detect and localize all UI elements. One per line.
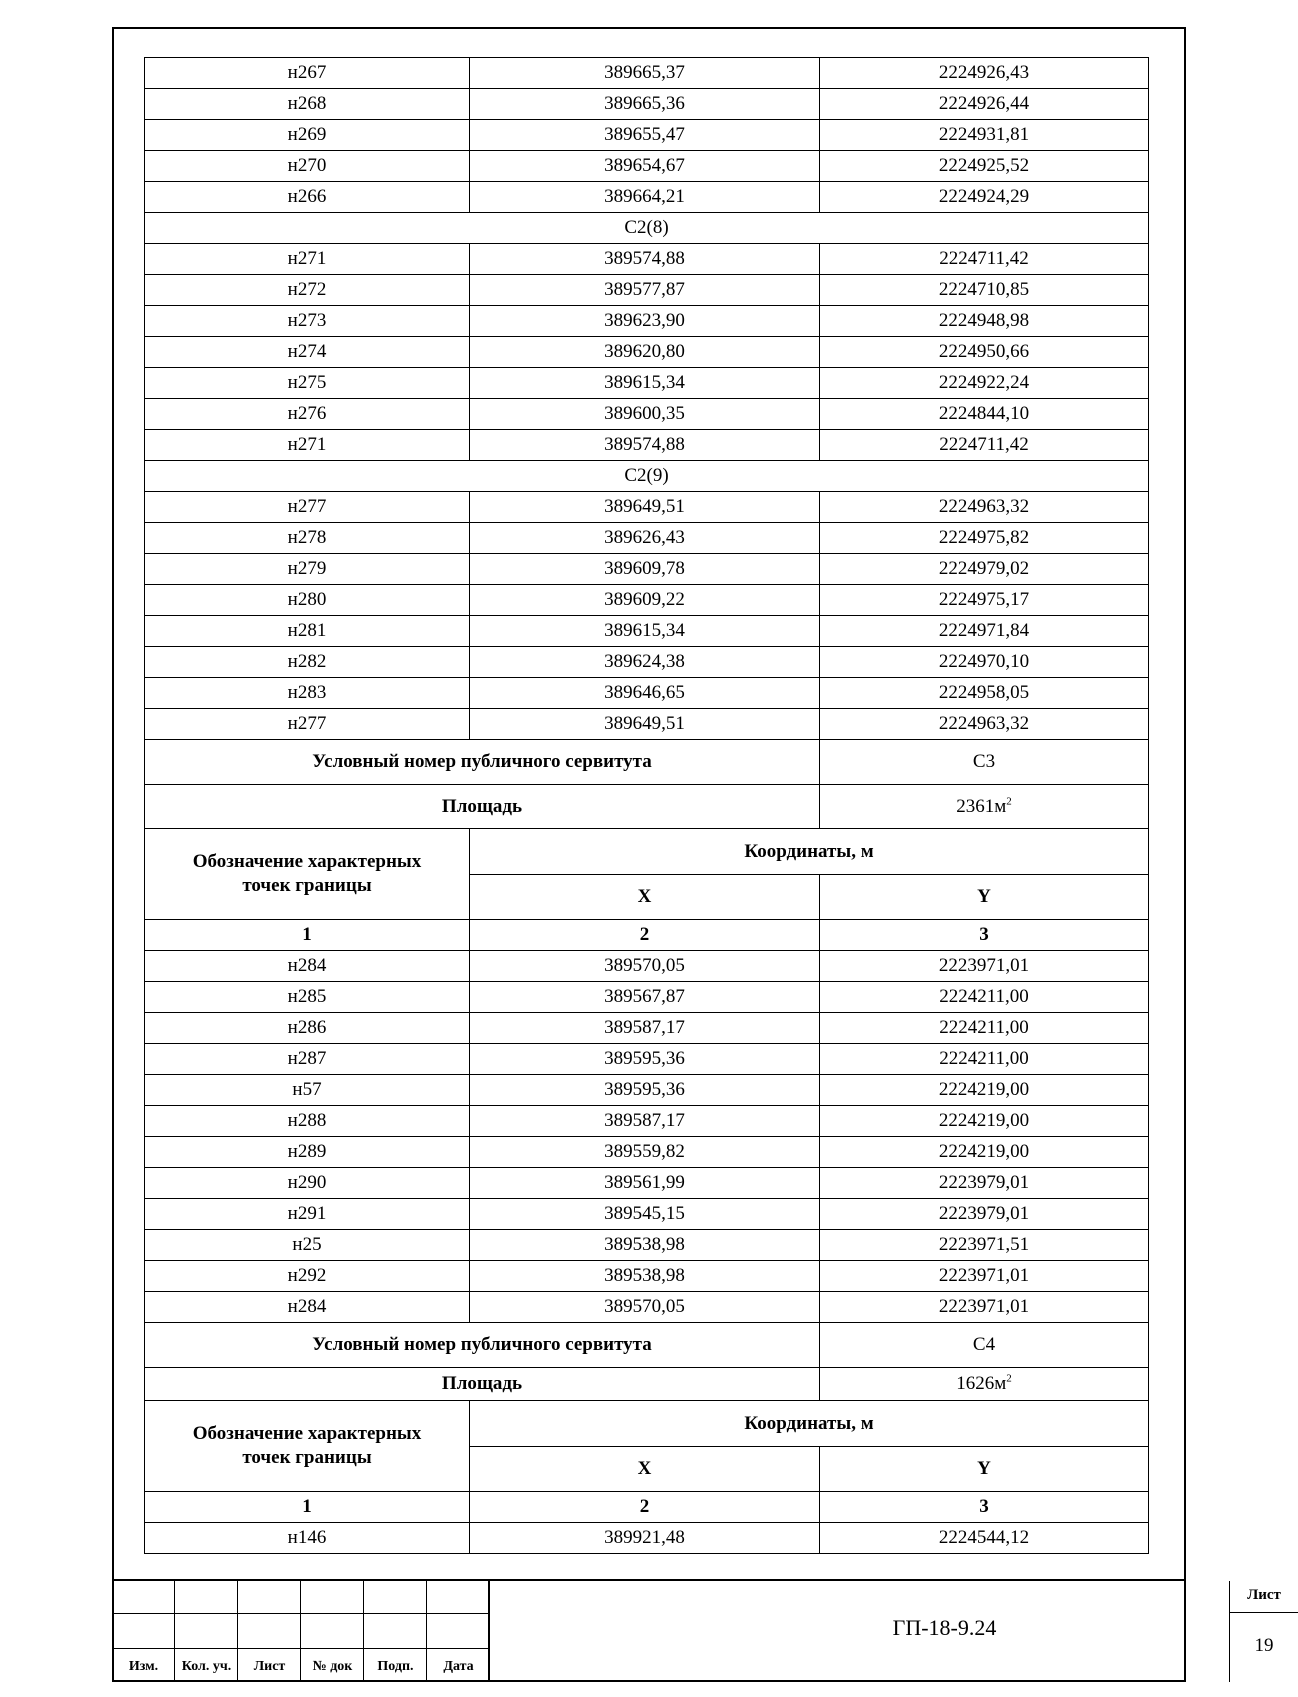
point-name-cell: н267 [145,58,470,89]
table-row [145,1292,1149,1323]
points-header: Обозначение характерных точек границы [145,1401,470,1492]
coordinates-table [144,57,1149,1554]
header-row [145,1401,1149,1447]
table-row [145,982,1149,1013]
y-header: Y [820,875,1149,920]
servitude-number-value: С3 [820,740,1149,785]
point-name-cell: н286 [145,1013,470,1044]
x-coordinate-cell: 389587,17 [470,1106,820,1137]
x-coordinate-cell: 389921,48 [470,1523,820,1554]
point-name-cell: н272 [145,275,470,306]
x-coordinate-cell: 389538,98 [470,1230,820,1261]
stamp-column-label: Дата [443,1659,474,1674]
x-coordinate-cell: 389665,36 [470,89,820,120]
y-coordinate-cell: 2224211,00 [820,982,1149,1013]
servitude-number-value: С4 [820,1323,1149,1368]
stamp-grid-cell [427,1581,490,1614]
stamp-column-label: Кол. уч. [181,1659,232,1674]
y-coordinate-cell: 2224844,10 [820,399,1149,430]
point-name-cell: н57 [145,1075,470,1106]
point-name-cell: н278 [145,523,470,554]
table-row [145,182,1149,213]
x-coordinate-cell: 389665,37 [470,58,820,89]
stamp-grid-cell [301,1581,364,1614]
x-coordinate-cell: 389609,78 [470,554,820,585]
point-name-cell: н269 [145,120,470,151]
servitude-number-row [145,740,1149,785]
coordinates-header: Координаты, м [470,1401,1149,1447]
point-name-cell: н271 [145,244,470,275]
column-number-row [145,1492,1149,1523]
area-row [145,785,1149,829]
table-row [145,709,1149,740]
y-coordinate-cell: 2224544,12 [820,1523,1149,1554]
y-coordinate-cell: 2224211,00 [820,1044,1149,1075]
x-coordinate-cell: 389615,34 [470,368,820,399]
x-coordinate-cell: 389595,36 [470,1075,820,1106]
y-header: Y [820,1447,1149,1492]
header-row [145,829,1149,875]
stamp-grid-cell [301,1614,364,1649]
table-row [145,244,1149,275]
column-number: 2 [470,1492,820,1523]
y-coordinate-cell: 2224975,17 [820,585,1149,616]
point-name-cell: н274 [145,337,470,368]
y-coordinate-cell: 2224963,32 [820,492,1149,523]
sheet-number: 19 [1254,1635,1274,1656]
table-row [145,523,1149,554]
stamp-column-label: Изм. [128,1659,159,1674]
area-label: Площадь [145,1368,820,1401]
column-number: 3 [820,1492,1149,1523]
section-row [145,213,1149,244]
y-coordinate-cell: 2224922,24 [820,368,1149,399]
table-row [145,1523,1149,1554]
stamp-column-label: Подп. [377,1659,414,1674]
point-name-cell: н288 [145,1106,470,1137]
point-name-cell: н282 [145,647,470,678]
table-row [145,492,1149,523]
point-name-cell: н283 [145,678,470,709]
stamp-grid-cell [238,1614,301,1649]
table-row [145,337,1149,368]
y-coordinate-cell: 2224924,29 [820,182,1149,213]
column-number: 3 [820,920,1149,951]
area-unit-exponent: 2 [1006,795,1012,808]
stamp-grid-cell [175,1614,238,1649]
x-coordinate-cell: 389664,21 [470,182,820,213]
y-coordinate-cell: 2224950,66 [820,337,1149,368]
point-name-cell: н280 [145,585,470,616]
table-row [145,678,1149,709]
x-coordinate-cell: 389561,99 [470,1168,820,1199]
coordinates-header: Координаты, м [470,829,1149,875]
table-row [145,1261,1149,1292]
y-coordinate-cell: 2223971,01 [820,1261,1149,1292]
x-coordinate-cell: 389615,34 [470,616,820,647]
y-coordinate-cell: 2223979,01 [820,1168,1149,1199]
y-coordinate-cell: 2223971,01 [820,1292,1149,1323]
x-coordinate-cell: 389600,35 [470,399,820,430]
x-coordinate-cell: 389574,88 [470,430,820,461]
table-row [145,430,1149,461]
section-row [145,461,1149,492]
table-row [145,1137,1149,1168]
point-name-cell: н25 [145,1230,470,1261]
x-coordinate-cell: 389574,88 [470,244,820,275]
table-row [145,58,1149,89]
y-coordinate-cell: 2224970,10 [820,647,1149,678]
point-name-cell: н271 [145,430,470,461]
x-coordinate-cell: 389545,15 [470,1199,820,1230]
stamp-grid-cell [175,1581,238,1614]
y-coordinate-cell: 2223971,01 [820,951,1149,982]
area-unit-exponent: 2 [1006,1372,1012,1385]
table-row [145,554,1149,585]
x-coordinate-cell: 389595,36 [470,1044,820,1075]
points-header: Обозначение характерных точек границы [145,829,470,920]
point-name-cell: н284 [145,1292,470,1323]
column-number: 1 [145,1492,470,1523]
area-value-cell [820,1368,1149,1401]
table-row [145,120,1149,151]
x-coordinate-cell: 389626,43 [470,523,820,554]
table-row [145,399,1149,430]
y-coordinate-cell: 2224926,43 [820,58,1149,89]
stamp-column-label: Лист [253,1659,286,1674]
x-coordinate-cell: 389655,47 [470,120,820,151]
area-value-cell [820,785,1149,829]
point-name-cell: н284 [145,951,470,982]
table-row [145,1168,1149,1199]
y-coordinate-cell: 2224711,42 [820,430,1149,461]
point-name-cell: н279 [145,554,470,585]
point-name-cell: н285 [145,982,470,1013]
y-coordinate-cell: 2224958,05 [820,678,1149,709]
stamp-grid-cell [427,1614,490,1649]
y-coordinate-cell: 2224710,85 [820,275,1149,306]
sheet-label: Лист [1247,1587,1281,1603]
y-coordinate-cell: 2224211,00 [820,1013,1149,1044]
table-row [145,647,1149,678]
x-coordinate-cell: 389570,05 [470,1292,820,1323]
x-coordinate-cell: 389538,98 [470,1261,820,1292]
point-name-cell: н276 [145,399,470,430]
table-row [145,275,1149,306]
table-row [145,616,1149,647]
point-name-cell: н292 [145,1261,470,1292]
coordinates-content [144,57,1148,1554]
column-number-row [145,920,1149,951]
x-coordinate-cell: 389587,17 [470,1013,820,1044]
x-header: X [470,1447,820,1492]
point-name-cell: н291 [145,1199,470,1230]
table-row [145,1013,1149,1044]
table-row [145,89,1149,120]
y-coordinate-cell: 2224926,44 [820,89,1149,120]
section-title: С2(8) [145,213,1149,244]
x-coordinate-cell: 389649,51 [470,492,820,523]
servitude-number-label: Условный номер публичного сервитута [145,1323,820,1368]
stamp-grid-cell [238,1581,301,1614]
point-name-cell: н289 [145,1137,470,1168]
x-header: X [470,875,820,920]
y-coordinate-cell: 2224219,00 [820,1137,1149,1168]
point-name-cell: н273 [145,306,470,337]
table-row [145,151,1149,182]
y-coordinate-cell: 2224979,02 [820,554,1149,585]
table-row [145,306,1149,337]
table-row [145,585,1149,616]
area-label: Площадь [145,785,820,829]
x-coordinate-cell: 389623,90 [470,306,820,337]
table-row [145,1230,1149,1261]
point-name-cell: н281 [145,616,470,647]
y-coordinate-cell: 2224963,32 [820,709,1149,740]
y-coordinate-cell: 2224219,00 [820,1106,1149,1137]
y-coordinate-cell: 2224948,98 [820,306,1149,337]
area-value: 2361м [956,795,1007,817]
column-number: 2 [470,920,820,951]
section-title: С2(9) [145,461,1149,492]
table-row [145,1199,1149,1230]
point-name-cell: н275 [145,368,470,399]
y-coordinate-cell: 2223971,51 [820,1230,1149,1261]
y-coordinate-cell: 2223979,01 [820,1199,1149,1230]
point-name-cell: н277 [145,709,470,740]
x-coordinate-cell: 389570,05 [470,951,820,982]
stamp-grid-cell [364,1581,427,1614]
y-coordinate-cell: 2224971,84 [820,616,1149,647]
table-row [145,1075,1149,1106]
point-name-cell: н266 [145,182,470,213]
column-number: 1 [145,920,470,951]
x-coordinate-cell: 389577,87 [470,275,820,306]
stamp-grid-cell [364,1614,427,1649]
document-code: ГП-18-9.24 [892,1615,997,1640]
point-name-cell: н270 [145,151,470,182]
stamp-column-label: № док [312,1659,353,1674]
x-coordinate-cell: 389609,22 [470,585,820,616]
x-coordinate-cell: 389620,80 [470,337,820,368]
point-name-cell: н146 [145,1523,470,1554]
servitude-number-row [145,1323,1149,1368]
y-coordinate-cell: 2224219,00 [820,1075,1149,1106]
table-row [145,951,1149,982]
table-row [145,368,1149,399]
x-coordinate-cell: 389567,87 [470,982,820,1013]
point-name-cell: н277 [145,492,470,523]
x-coordinate-cell: 389559,82 [470,1137,820,1168]
y-coordinate-cell: 2224925,52 [820,151,1149,182]
point-name-cell: н268 [145,89,470,120]
title-block [112,1579,1281,1682]
area-value: 1626м [956,1373,1007,1394]
stamp-grid-cell [112,1581,175,1614]
point-name-cell: н290 [145,1168,470,1199]
servitude-number-label: Условный номер публичного сервитута [145,740,820,785]
area-row [145,1368,1149,1401]
point-name-cell: н287 [145,1044,470,1075]
table-row [145,1044,1149,1075]
y-coordinate-cell: 2224931,81 [820,120,1149,151]
y-coordinate-cell: 2224975,82 [820,523,1149,554]
y-coordinate-cell: 2224711,42 [820,244,1149,275]
x-coordinate-cell: 389624,38 [470,647,820,678]
table-row [145,1106,1149,1137]
stamp-grid-cell [112,1614,175,1649]
x-coordinate-cell: 389646,65 [470,678,820,709]
x-coordinate-cell: 389654,67 [470,151,820,182]
x-coordinate-cell: 389649,51 [470,709,820,740]
